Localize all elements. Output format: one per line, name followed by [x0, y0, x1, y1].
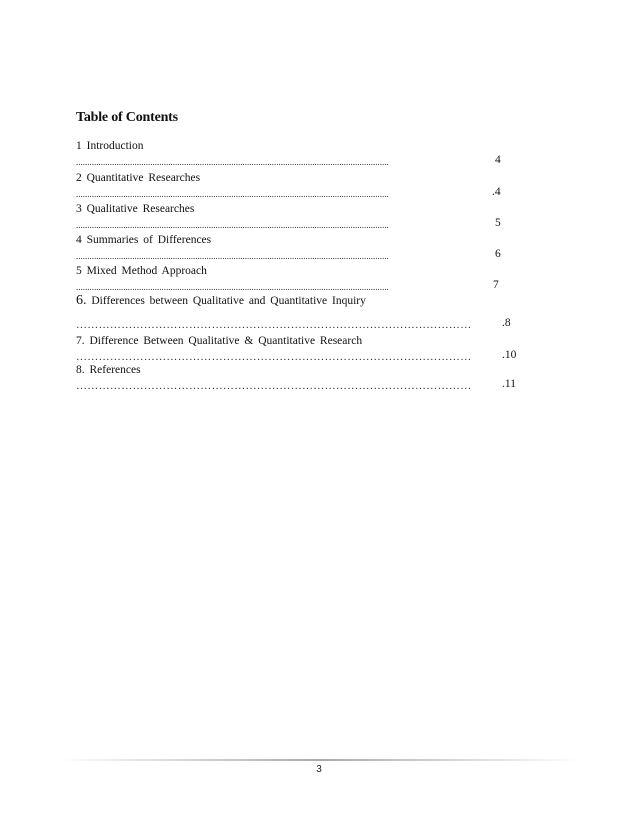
toc-page-number: 7: [493, 279, 499, 291]
toc-entry-title: 4 Summaries of Differences: [76, 234, 212, 246]
toc-entry-number: 6.: [76, 293, 87, 308]
toc-entry-summaries-of-differences[interactable]: [76, 234, 516, 261]
toc-entry-qualitative-researches[interactable]: [76, 203, 516, 230]
toc-entry-title: 8. References: [76, 364, 141, 376]
toc-page-number: .8: [502, 317, 511, 329]
dot-leader: ...........................................................................................................................................: [76, 189, 389, 199]
toc-entry-difference-between[interactable]: [76, 335, 516, 362]
toc-entry-differences-inquiry[interactable]: [76, 294, 516, 330]
toc-entry-references[interactable]: [76, 364, 516, 391]
dot-leader: ...........................................................................................................................................: [76, 282, 389, 292]
toc-page-number: .10: [502, 349, 517, 361]
toc-entry-mixed-method-approach[interactable]: [76, 265, 516, 292]
footer-divider: [56, 759, 584, 761]
toc-entry-quantitative-researches[interactable]: [76, 172, 516, 199]
toc-page-number: 5: [495, 217, 501, 229]
dot-leader: ……………………………………………………………………………………………: [76, 320, 472, 330]
toc-page-number: 6: [495, 248, 501, 260]
toc-entry-title: 1 Introduction: [76, 140, 144, 152]
toc-entry-title: [76, 294, 516, 308]
toc-entry-title: 7. Difference Between Qualitative & Quantitative Research: [76, 335, 363, 347]
toc-page-number: .11: [502, 378, 516, 390]
toc-entry-title: 2 Quantitative Researches: [76, 172, 201, 184]
dot-leader: ……………………………………………………………………………………………: [76, 381, 472, 391]
toc-page-number: 4: [495, 154, 501, 166]
toc-entry-introduction[interactable]: [76, 140, 516, 167]
dot-leader: ……………………………………………………………………………………………: [76, 352, 472, 362]
toc-heading: Table of Contents: [76, 110, 178, 125]
toc-entry-title: 5 Mixed Method Approach: [76, 265, 207, 277]
footer-page-number: 3: [316, 764, 322, 775]
toc-page-number: .4: [492, 186, 501, 198]
toc-entry-text: Differences between Qualitative and Quantitative Inquiry: [91, 295, 366, 307]
dot-leader: ...........................................................................................................................................: [76, 251, 389, 261]
dot-leader: ...........................................................................................................................................: [76, 220, 389, 230]
toc-entry-title: 3 Qualitative Researches: [76, 203, 195, 215]
dot-leader: ...........................................................................................................................................: [76, 157, 389, 167]
